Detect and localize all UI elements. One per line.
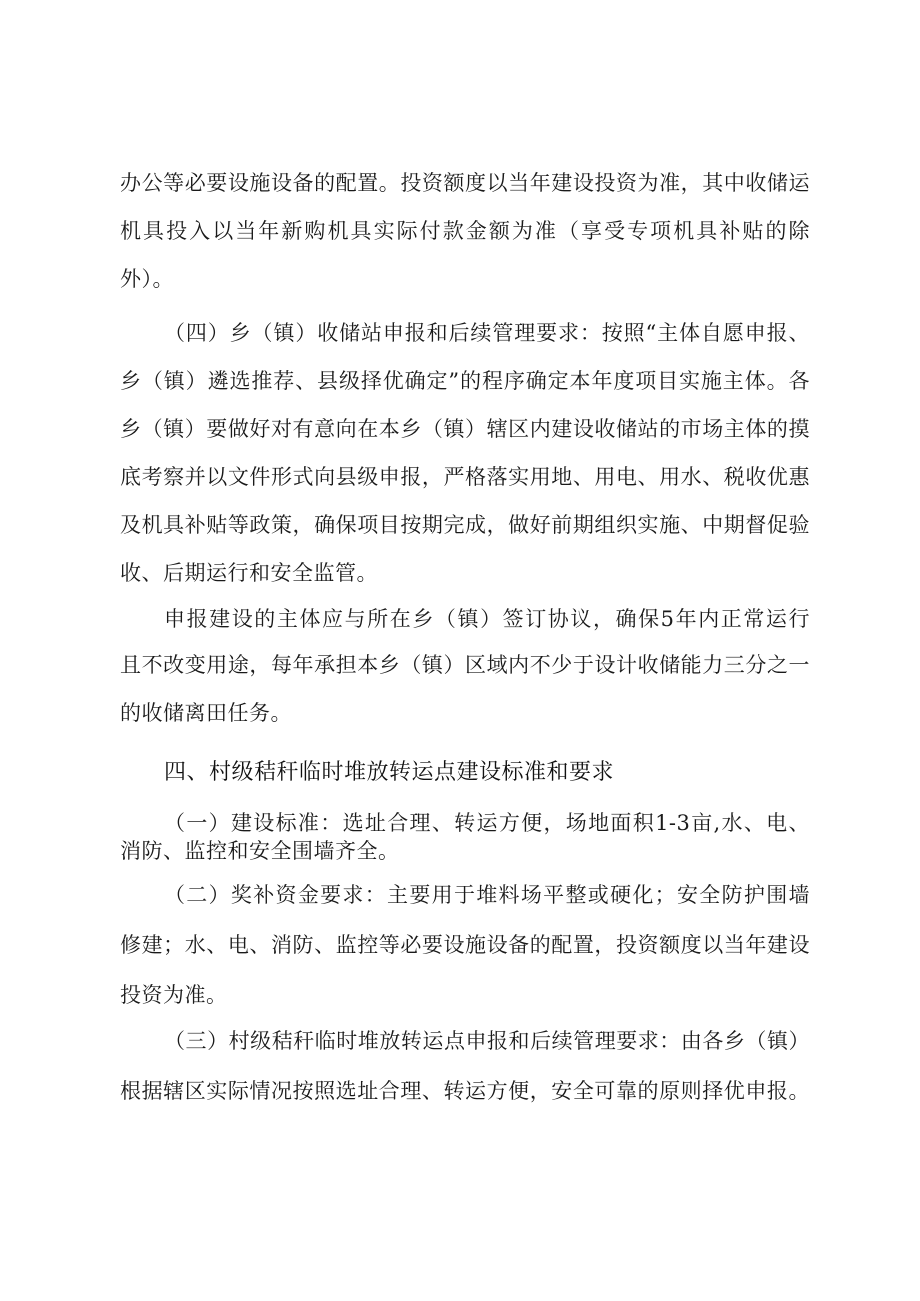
paragraph-6-line-1: （三）村级秸秆临时堆放转运点申报和后续管理要求：由各乡（镇） (164, 1029, 810, 1053)
paragraph-3-line-3: 的收储离田任务。 (120, 701, 292, 725)
section-heading: 四、村级秸秆临时堆放转运点建设标准和要求 (164, 760, 615, 785)
paragraph-2-line-2: 乡（镇）遴选推荐、县级择优确定”的程序确定本年度项目实施主体。各 (120, 369, 810, 393)
paragraph-2-line-1: （四）乡（镇）收储站申报和后续管理要求：按照“主体自愿申报、 (164, 321, 810, 345)
paragraph-5-line-3: 投资为准。 (120, 983, 228, 1007)
paragraph-1-line-1: 办公等必要设施设备的配置。投资额度以当年建设投资为准，其中收储运 (120, 171, 810, 195)
paragraph-5-line-1: （二）奖补资金要求：主要用于堆料场平整或硬化；安全防护围墙 (164, 883, 810, 907)
paragraph-5-line-2: 修建；水、电、消防、监控等必要设施设备的配置，投资额度以当年建设 (120, 933, 810, 957)
paragraph-1-line-3: 外）。 (120, 267, 174, 291)
paragraph-3-line-2: 且不改变用途，每年承担本乡（镇）区域内不少于设计收储能力三分之一 (120, 653, 810, 677)
paragraph-4-line-2: 消防、监控和安全围墙齐全。 (120, 839, 400, 863)
paragraph-2-line-6: 收、后期运行和安全监管。 (120, 561, 378, 585)
paragraph-4-line-1: （一）建设标准：选址合理、转运方便，场地面积1-3亩,水、电、 (164, 811, 810, 835)
paragraph-3-line-1: 申报建设的主体应与所在乡（镇）签订协议，确保5年内正常运行 (164, 607, 810, 631)
paragraph-2-line-4: 底考察并以文件形式向县级申报，严格落实用地、用电、用水、税收优惠 (120, 465, 810, 489)
paragraph-1-line-2: 机具投入以当年新购机具实际付款金额为准（享受专项机具补贴的除 (120, 219, 810, 243)
paragraph-2-line-5: 及机具补贴等政策，确保项目按期完成，做好前期组织实施、中期督促验 (120, 513, 810, 537)
paragraph-6-line-2: 根据辖区实际情况按照选址合理、转运方便，安全可靠的原则择优申报。 (120, 1079, 810, 1103)
paragraph-2-line-3: 乡（镇）要做好对有意向在本乡（镇）辖区内建设收储站的市场主体的摸 (120, 417, 810, 441)
